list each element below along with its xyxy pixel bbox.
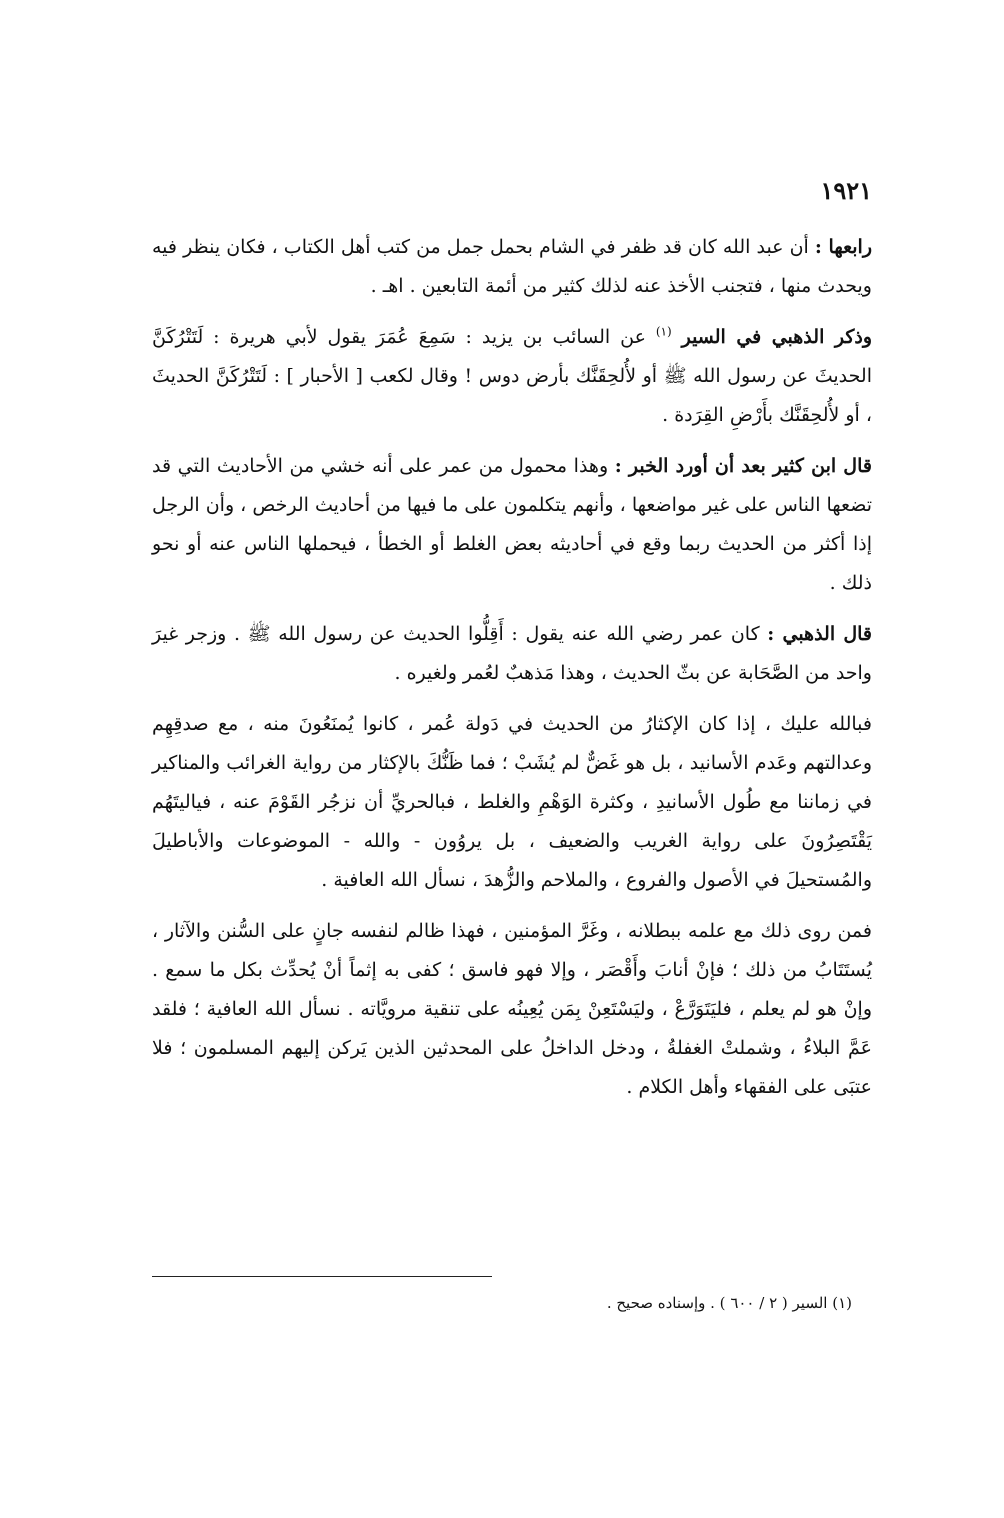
main-text [152,228,872,1119]
paragraph-text: فبالله عليك ، إذا كان الإكثارُ من الحديث في دَولة عُمر ، كانوا يُمنَعُونَ منه ، مع صدقِهِم وعدالتهم وعَدم الأسانيد ، بل هو غَضٌّ لم يُشَبْ ؛ فما ظَنُّكَ بالإكثار من رواية الغرائب والمناكير في زماننا مع طُول الأسانيدِ ، وكثرة الوَهْمِ والغلط ، فبالحريِّ أن نزجُر القَوْمَ عنه ، فياليتَهُم يَقْتَصِرُونَ على رواية الغريب والضعيف ، بل يروُون - والله - الموضوعات والأباطيلَ والمُستحيلَ في الأصول والفروع ، والملاحم والزُّهدَ ، نسأل الله العافية . [152,713,872,891]
paragraph-lead: رابعها : [814,236,873,258]
paragraph-text: كان عمر رضي الله عنه يقول : أَقِلُّوا الحديث عن رسول الله ﷺ . وزجر غيرَ واحد من الصَّحَابة عن بثّ الحديث ، وهذا مَذهبٌ لعُمر ولغيره . [152,623,872,684]
paragraph-6 [152,912,872,1107]
paragraph-lead: قال الذهبي : [767,623,872,645]
paragraph-lead: وذكر الذهبي في السير [681,326,872,348]
paragraph-text: أن عبد الله كان قد ظفر في الشام بحمل جمل من كتب أهل الكتاب ، فكان ينظر فيه ويحدث منها ، فتجنب الأخذ عنه لذلك كثير من أئمة التابعين . اهـ . [152,236,872,297]
footnote: (١) السير ( ٢ / ٦٠٠ ) . وإسناده صحيح . [606,1294,852,1312]
footnote-ref[interactable]: (١) [655,324,672,339]
paragraph-2 [152,318,872,435]
book-page [152,0,872,1518]
paragraph-5 [152,705,872,900]
paragraph-1 [152,228,872,306]
paragraph-3 [152,447,872,603]
paragraph-lead: قال ابن كثير بعد أن أورد الخبر : [614,455,872,477]
paragraph-text: وهذا محمول من عمر على أنه خشي من الأحاديث التي قد تضعها الناس على غير مواضعها ، وأنهم يتكلمون على ما فيها من أحاديث الرخص ، وأن الرجل إذا أكثر من الحديث ربما وقع في أحاديثه بعض الغلط أو الخطأ ، فيحملها الناس عنه أو نحو ذلك . [152,455,872,594]
page-number: ١٩٢١ [820,176,872,205]
paragraph-text: فمن روى ذلك مع علمه ببطلانه ، وغَرَّ المؤمنين ، فهذا ظالم لنفسه جانٍ على السُّنن والآثار ، يُستَتَابُ من ذلك ؛ فإنْ أنابَ وأَقْصَر ، وإلا فهو فاسق ؛ كفى به إثماً أنْ يُحدِّث بكل ما سمع . وإنْ هو لم يعلم ، فليَتَوَرَّعْ ، وليَسْتَعِنْ بِمَن يُعِينُه على تنقية مرويَّاته . نسأل الله العافية ؛ فلقد عَمَّ البلاءُ ، وشملتْ الغفلةُ ، ودخل الداخلُ على المحدثين الذين يَركن إليهم المسلمون ؛ فلا عتبَى على الفقهاء وأهل الكلام . [152,920,872,1098]
paragraph-4 [152,615,872,693]
footnote-divider [152,1276,492,1277]
paragraph-text: عن السائب بن يزيد : سَمِعَ عُمَرَ يقول لأبي هريرة : لَتَتْرُكَنَّ الحديثَ عن رسول الله ﷺ أو لأُلحِقَنَّك بأرض دوس ! وقال لكعب [ الأحبار ] : لَتَتْرُكَنَّ الحديثَ ، أو لأُلحِقَنَّك بأَرْضِ القِرَدة . [152,326,872,426]
